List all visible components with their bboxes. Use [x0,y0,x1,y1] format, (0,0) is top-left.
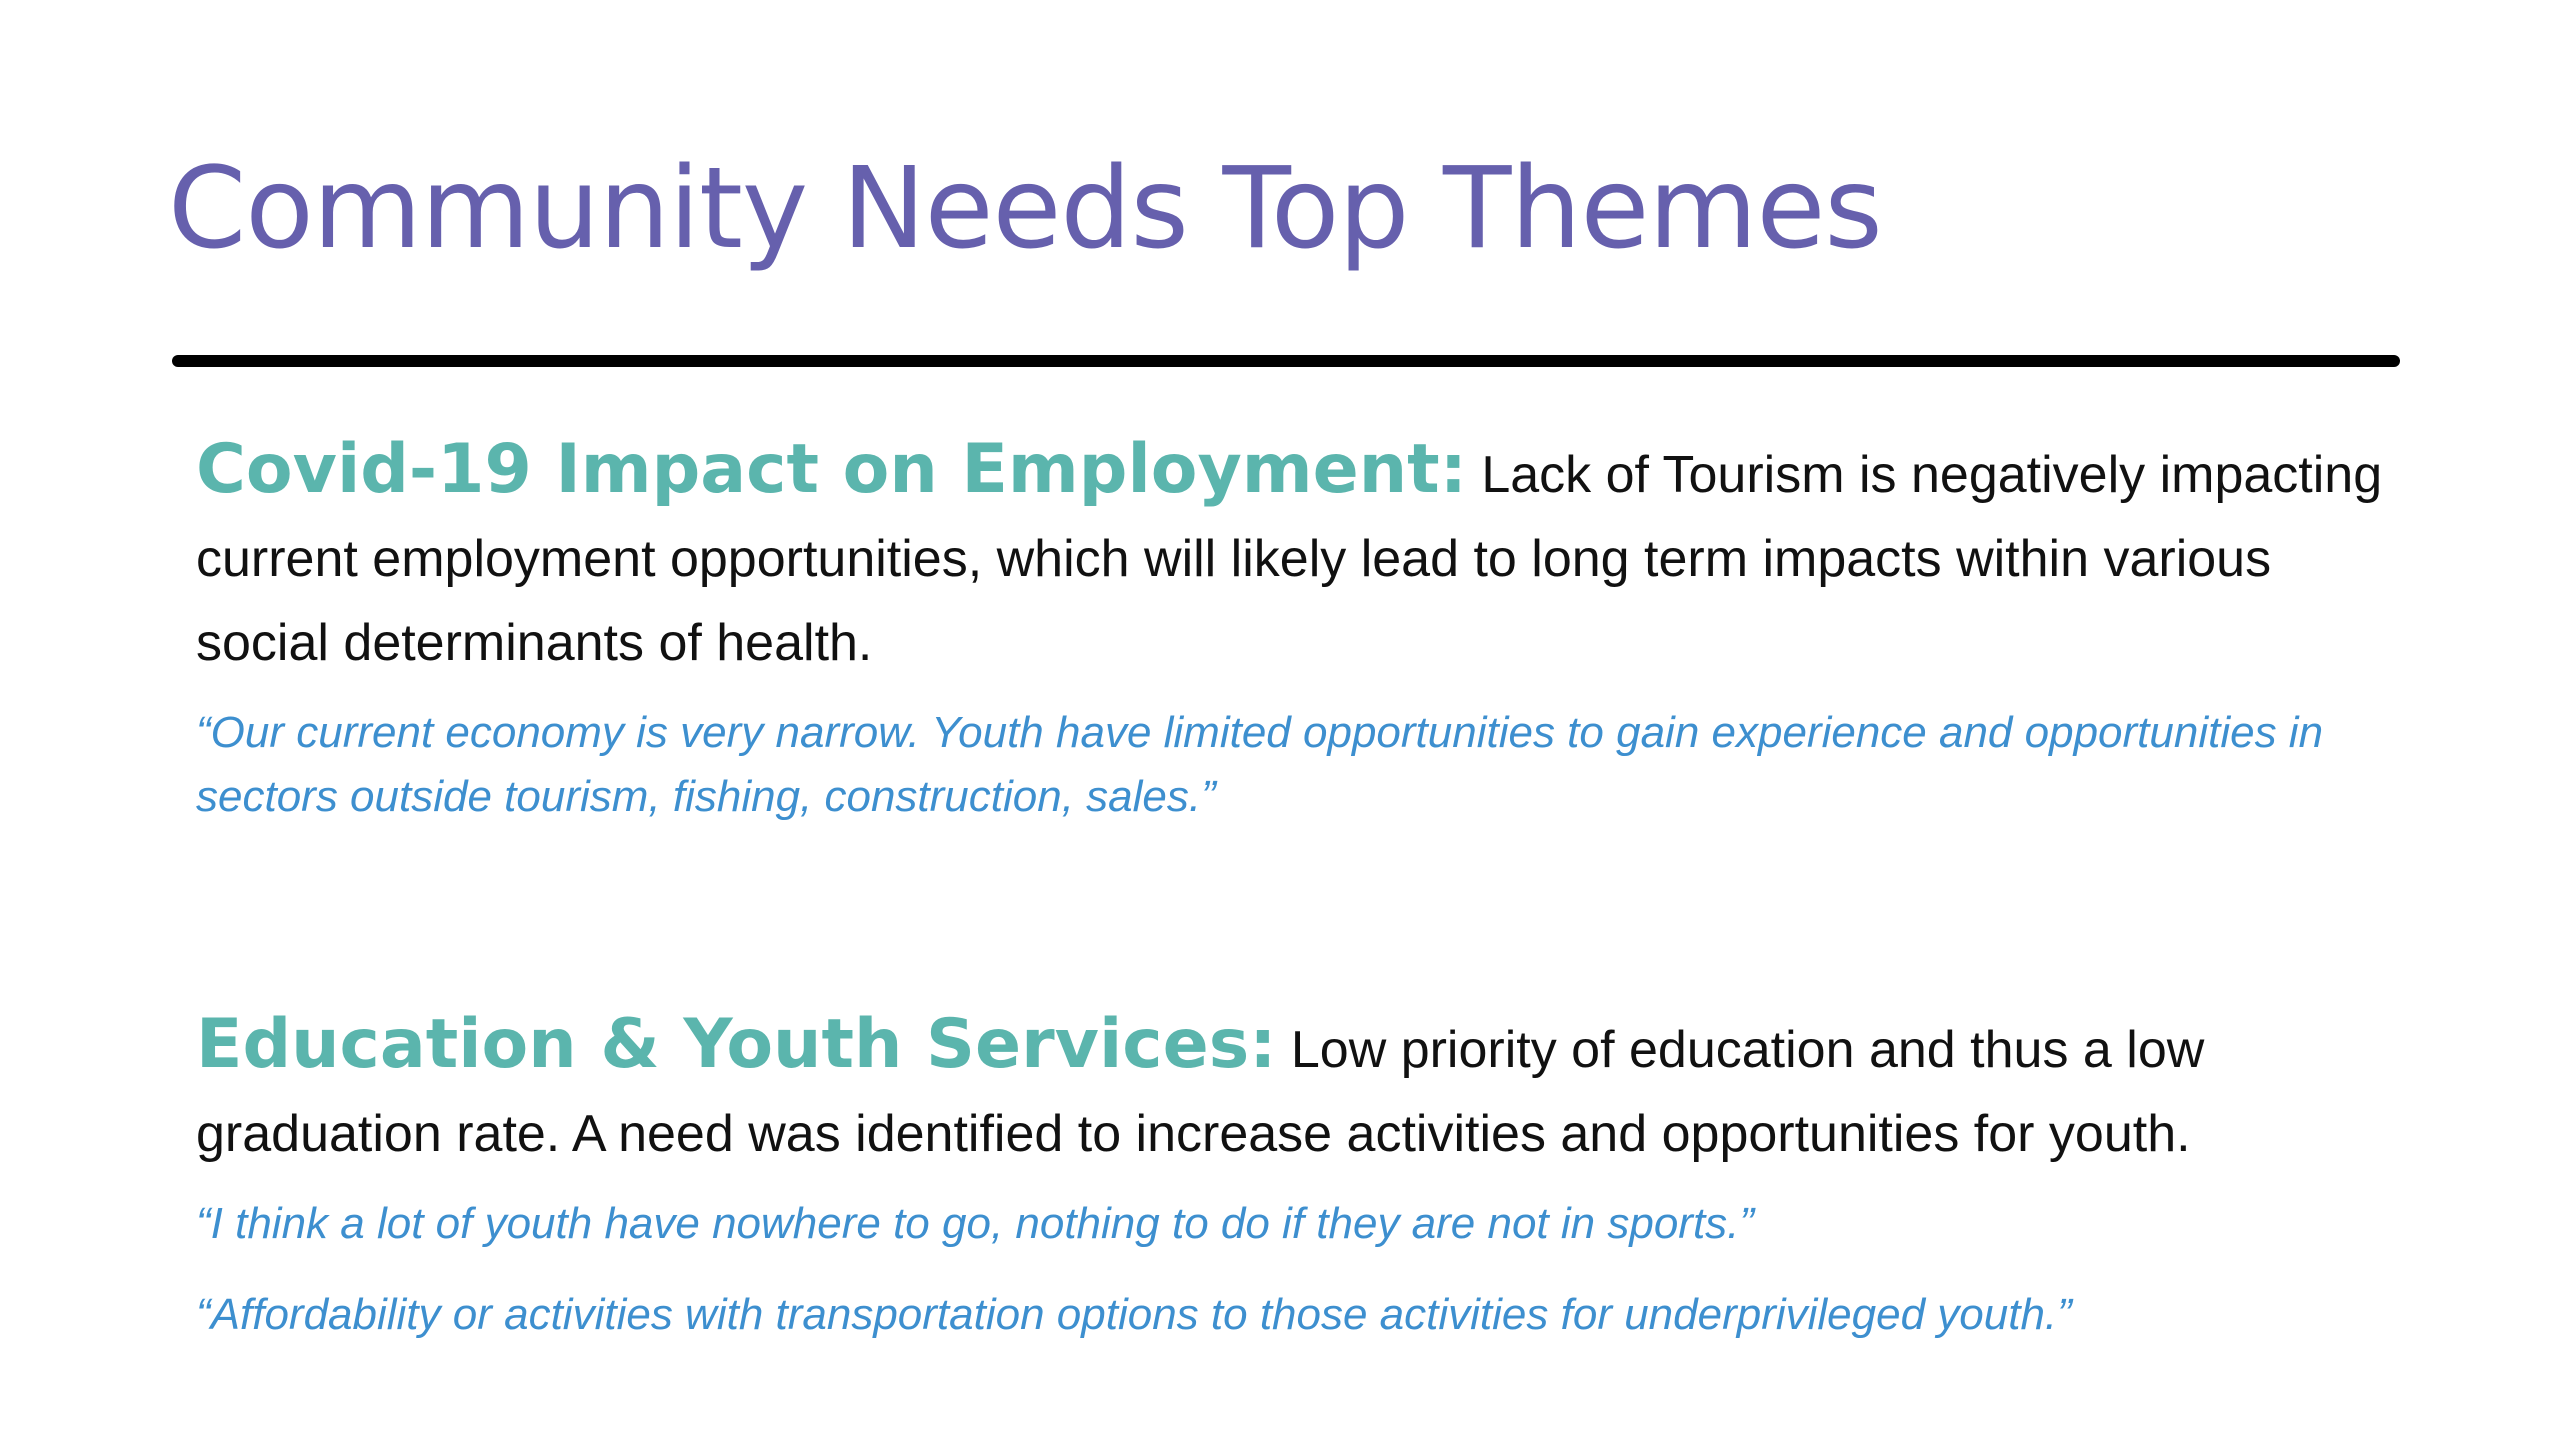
theme-section-employment [196,428,2396,829]
theme-body: Low priority of education and thus a low graduation rate. A need was identified to increase activities and opportunities for youth. [196,1021,2205,1163]
title-divider [172,355,2400,367]
theme-quote: “Our current economy is very narrow. Youth have limited opportunities to gain experience and opportunities in sectors outside tourism, fishing, construction, sales.” [196,708,2324,821]
theme-heading: Education & Youth Services: [196,1005,1277,1084]
theme-quote: “I think a lot of youth have nowhere to go, nothing to do if they are not in sports.” [196,1199,1755,1248]
theme-quote: “Affordability or activities with transportation options to those activities for underprivileged youth.” [196,1290,2072,1339]
theme-paragraph [196,428,2396,685]
theme-body: Lack of Tourism is negatively impacting current employment opportunities, which will likely lead to long term impacts within various social determinants of health. [196,446,2383,672]
theme-section-education [196,1003,2396,1347]
slide-title: Community Needs Top Themes [168,144,1882,274]
theme-paragraph [196,1003,2396,1176]
theme-heading: Covid-19 Impact on Employment: [196,430,1467,509]
